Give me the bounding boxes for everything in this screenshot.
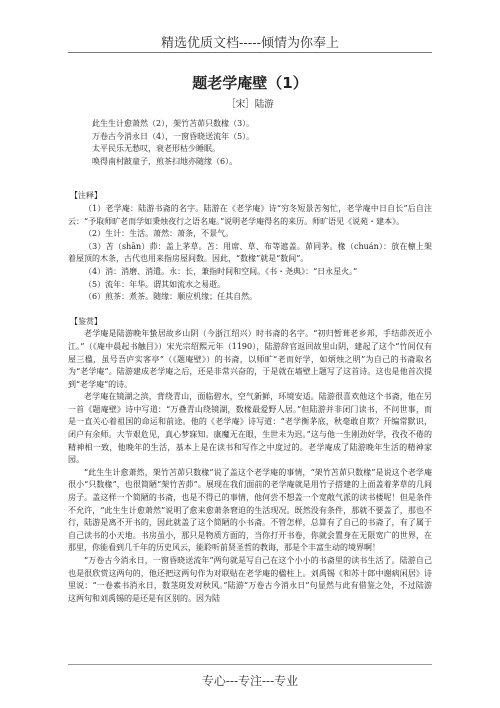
appreciation-paragraph: 老学庵在镜湖之滨，背绕青山，面临碧水，空气新鲜，环境安适。陆游很喜欢他这个书斋，他在另一首《题庵壁》诗中写道：“万叠青山绕镜湖，数椽最爱野人居。”但陆游并非闭门读书，不问世事，而是一直关心着祖国的命运和前途。他的《老学庵》诗写道：“老学衡茅底，秋毫敢自欺？开编常默识，闭户有余师。大节艰危见，真心梦寐知。康魔无在眼，生世未为迟。”这与他一生刚劲好学，孜孜不倦的精神相一致，他晚年的生活，基本上是在读书和写作之中度过的。老学庵成了陆游晚年生活的精神家园。 bbox=[68, 392, 432, 465]
poem-line: 太平民乐无愁叹，衰老形枯少睡眠。 bbox=[92, 144, 220, 154]
notes-heading: 【注释】 bbox=[70, 191, 102, 201]
page-footer: 专心---专注---专业 bbox=[201, 674, 299, 688]
document-content bbox=[68, 118, 432, 605]
notes-section bbox=[68, 203, 432, 304]
header-divider bbox=[68, 52, 432, 53]
poem-body bbox=[68, 118, 432, 168]
poem-title: 题老学庵壁（1） bbox=[192, 74, 308, 92]
note-item: （6）煎茶：煮茶。随缘：顺应机缘；任其自然。 bbox=[84, 292, 258, 302]
note-item: （5）流年：年华。谓其如流水之易逝。 bbox=[84, 279, 226, 289]
appreciation-paragraph: 老学庵是陆游晚年蛰居故乡山阴（今浙江绍兴）时书斋的名字。“初归暂葺老乡邦，手结茆茨近小江。”（《庵中晨起书触目》）宋光宗绍熙元年（1190），陆游辞官返回故里山阴，建起了这个“竹间仅有屋三楹，虽号吾庐实客亭”（《题庵壁》）的书斋，以师旷“老而好学，如炳烛之明”为自己的书斋取名为“老学庵”。陆游建成老学庵之后，还是非常兴奋的，于是就在墙壁上题写了这首诗。这也是他首次提到“老学庵”的诗。 bbox=[68, 329, 432, 389]
appreciation-section bbox=[68, 328, 432, 605]
poem-line: 万卷古今消永日（4），一窗昏晓送流年（5）。 bbox=[92, 131, 255, 141]
footer-divider bbox=[68, 664, 432, 665]
appreciation-paragraph: “此生生计愈萧然，架竹苫茆只数椽”说了盖这个老学庵的事情，“架竹苫茆只数椽”是说这个老学庵很小“只数椽”，也很简陋“架竹苦茆”。展现在我们面前的老学庵就是用竹子搭建的上面盖着茅草的几间房子。盖这样一个简陋的书斋，也是不得已的事情，他何尝不想盖一个宽敞气派的读书楼呢！但是条件不允许，“此生生计愈萧然”说明了愈来愈萧条窘迫的生活现况。既然没有条件，那就不要盖了，那也不行，陆游是离不开书的，因此就盖了这个简陋的小书斋。不管怎样，总算有了自己的书斋了，有了属于自己读书的小天地。书房虽小，那只是物质方面的，当你打开书卷，你就会置身在无限宽广的世界，在那里，你能看到几千年的历史风云，能聆听前贤圣哲的教诲，那是个丰富生动的境界啊！ bbox=[68, 467, 432, 553]
poem-author: ［宋］陆游 bbox=[226, 99, 274, 110]
appreciation-paragraph: “万卷古今消永日，一窗昏晓送流年”两句就是写自己在这个小小的书斋里的读书生活了。陆游自己也是很欣赏这两句的，他还把这两句作为对联贴在老学庵的楹柱上。刘禹锡《和苏十郎中谢病闲居》诗里说：“一卷素书消永日，数茎斑发对秋风。”陆游“万卷古今消永日”句显然与此有借鉴之处，不过陆游这两句和刘禹锡的是还是有区别的。因为陆 bbox=[68, 556, 432, 603]
poem-line: 唤得南村跛童子，煎茶扫地亦随缘（6）。 bbox=[92, 156, 238, 166]
note-item: （2）生计：生活。萧然：萧条，不景气。 bbox=[84, 229, 234, 239]
page-header: 精选优质文档-----倾情为你奉上 bbox=[161, 36, 339, 51]
note-item: （1）老学庵：陆游书斋的名字。陆游在《老学庵》诗“穷冬短景苦匆忙，老学庵中日自长”后自注云：“予取师旷老而学如秉烛夜行之语名庵。”说明老学庵得名的来历。师旷语见《说苑・建本》。 bbox=[68, 203, 432, 226]
note-item: （4）消：消磨、消遣。永：长，兼指时间和空间。《书・尧典》：“日永星火。” bbox=[84, 266, 358, 276]
poem-line: 此生生计愈萧然（2），架竹苫茆只数椽（3）。 bbox=[92, 119, 255, 128]
appreciation-heading: 【鉴赏】 bbox=[70, 316, 102, 326]
note-item: （3）苫（shān）茆：盖上茅草。苫：用席、草、布等遮盖。茆同茅。椽（chuán）：放在檩上架着屋顶的木条，古代也用来指房屋间数。因此，“数椽”就是“数间”。 bbox=[68, 241, 432, 264]
